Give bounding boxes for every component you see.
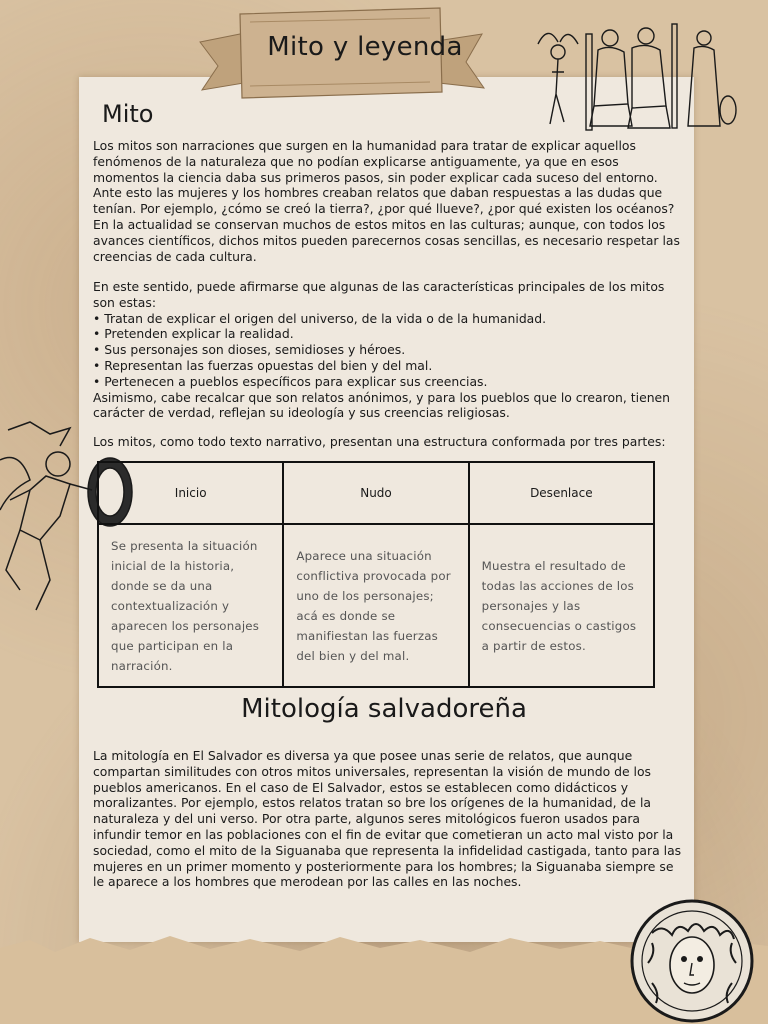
list-item: • Representan las fuerzas opuestas del bien y del mal. (93, 358, 683, 374)
mitologia-paragraph: La mitología en El Salvador es diversa ya que posee unas serie de relatos, que aunque compartan similitudes con otros mitos universales, representan la visión de mundo de los pueblos americanos. En el caso de El Salvador, estos se establecen como didácticos y moralizantes. Por ejemplo, estos relatos tratan so bre los orígenes de la humanidad, de la naturaleza y del uni verso. Por otra parte, algunos seres mitológicos fueron usados para infundir temor en las poblaciones con el fin de evitar que cometieran un acto mal visto por la sociedad, como el mito de la Siguanaba que representa la infidelidad castigada, tanto para las mujeres en un primer momento y posteriormente para los hombres; la Siguanaba siempre se le aparece a los hombres que merodean por las calles en las noches. (93, 748, 682, 890)
characteristics-outro: Asimismo, cabe recalcar que son relatos anónimos, y para los pueblos que lo crearon, tienen carácter de verdad, reflejan su ideología y sus creencias religiosas. (93, 389, 671, 421)
structure-table (97, 461, 655, 688)
mito-paragraph-1: Los mitos son narraciones que surgen en la humanidad para tratar de explicar aquellos fenómenos de la naturaleza que no podían explicarse antiguamente, ya que en esos momentos la ciencia daba sus primeros pasos, sin poder explicar cada suceso del entorno. Ante esto las mujeres y los hombres creaban relatos que daban respuestas a las dudas que tenían. Por ejemplo, ¿cómo se creó la tierra?, ¿por qué llueve?, ¿por qué existen los océanos? En la actualidad se conservan muchos de estos mitos en las culturas; aunque, con todos los avances científicos, dichos mitos pueden parecernos cosas sencillas, es necesario respetar las creencias de cada cultura. (93, 138, 680, 264)
characteristics-list (93, 311, 683, 390)
table-row (98, 524, 654, 687)
list-item: • Pretenden explicar la realidad. (93, 326, 683, 342)
mitologia-heading: Mitología salvadoreña (241, 694, 527, 724)
table-header-row (98, 462, 654, 524)
greek-gods-illustration-icon (528, 14, 742, 134)
table-header-nudo: Nudo (283, 462, 468, 524)
banner-title: Mito y leyenda (267, 32, 463, 62)
mito-characteristics-section (93, 279, 683, 421)
mito-heading: Mito (102, 100, 154, 128)
table-cell-desenlace: Muestra el resultado de todas las acciones de los personajes y las consecuencias o castigos a partir de estos. (469, 524, 654, 687)
table-cell-inicio: Se presenta la situación inicial de la historia, donde se da una contextualización y aparecen los personajes que participan en la narración. (98, 524, 283, 687)
medusa-medallion-icon (622, 893, 762, 1024)
list-item: • Pertenecen a pueblos específicos para explicar sus creencias. (93, 374, 683, 390)
mito-paragraph-3: Los mitos, como todo texto narrativo, presentan una estructura conformada por tres partes: (93, 434, 666, 449)
table-header-desenlace: Desenlace (469, 462, 654, 524)
table-header-inicio: Inicio (98, 462, 283, 524)
list-item: • Tratan de explicar el origen del universo, de la vida o de la humanidad. (93, 311, 683, 327)
characteristics-intro: En este sentido, puede afirmarse que algunas de las características principales de los mitos son estas: (93, 279, 665, 310)
list-item: • Sus personajes son dioses, semidioses y héroes. (93, 342, 683, 358)
table-cell-nudo: Aparece una situación conflictiva provocada por uno de los personajes; acá es donde se manifiestan las fuerzas del bien y del mal. (283, 524, 468, 687)
